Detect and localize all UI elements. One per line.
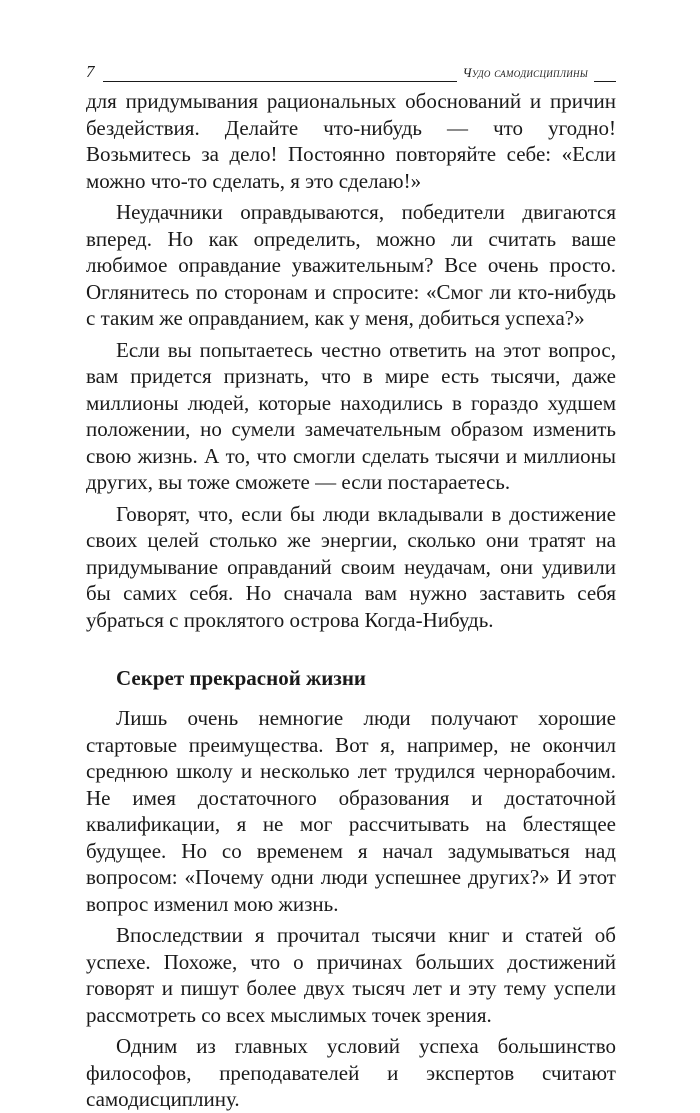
running-head (86, 62, 616, 84)
paragraph: Лишь очень немногие люди получают хорошие стартовые преимущества. Вот я, например, не окончил среднюю школу и несколько лет трудился чернорабочим. Не имея достаточного образования и достаточной квалификации, я не мог рассчитывать на блестящее будущее. Но со временем я начал задумываться над вопросом: «Почему одни люди успешнее других?» И этот вопрос изменил мою жизнь. (86, 706, 616, 916)
paragraph: Если вы попытаетесь честно ответить на этот вопрос, вам придется признать, что в мире есть тысячи, даже миллионы людей, которые находились в гораздо худшем положении, но сумели замечательным образом изменить свою жизнь. А то, что смогли сделать тысячи и миллионы других, вы тоже сможете — если постараетесь. (86, 337, 616, 494)
page-number: 7 (86, 62, 103, 82)
paragraph: Впоследствии я прочитал тысячи книг и статей об успехе. Похоже, что о причинах больших достижений говорят и пишут более двух тысяч лет и эту тему успели рассмотреть со всех мыслимых точек зрения. (86, 923, 616, 1027)
paragraph: Одним из главных условий успеха большинство философов, преподавателей и экспертов считают самодисциплину. (86, 1034, 616, 1111)
paragraph: Неудачники оправдываются, победители двигаются вперед. Но как определить, можно ли считать ваше любимое оправдание уважительным? Все очень просто. Оглянитесь по сторонам и спросите: «Смог ли кто-нибудь с таким же оправданием, как у меня, добиться успеха?» (86, 200, 616, 330)
paragraph: для придумывания рациональных обоснований и причин бездействия. Делайте что-нибудь — что угодно! Возьмитесь за дело! Постоянно повторяйте себе: «Если можно что-то сделать, я это сделаю!» (86, 89, 616, 193)
paragraph: Говорят, что, если бы люди вкладывали в достижение своих целей столько же энергии, сколько они тратят на придумывание оправданий своим неудачам, они удивили бы самих себя. Но сначала вам нужно заставить себя убраться с проклятого острова Когда-Нибудь. (86, 501, 616, 632)
book-title: Чудо самодисциплины (457, 64, 594, 82)
text-block (86, 88, 616, 1113)
section-heading: Секрет прекрасной жизни (116, 666, 367, 690)
